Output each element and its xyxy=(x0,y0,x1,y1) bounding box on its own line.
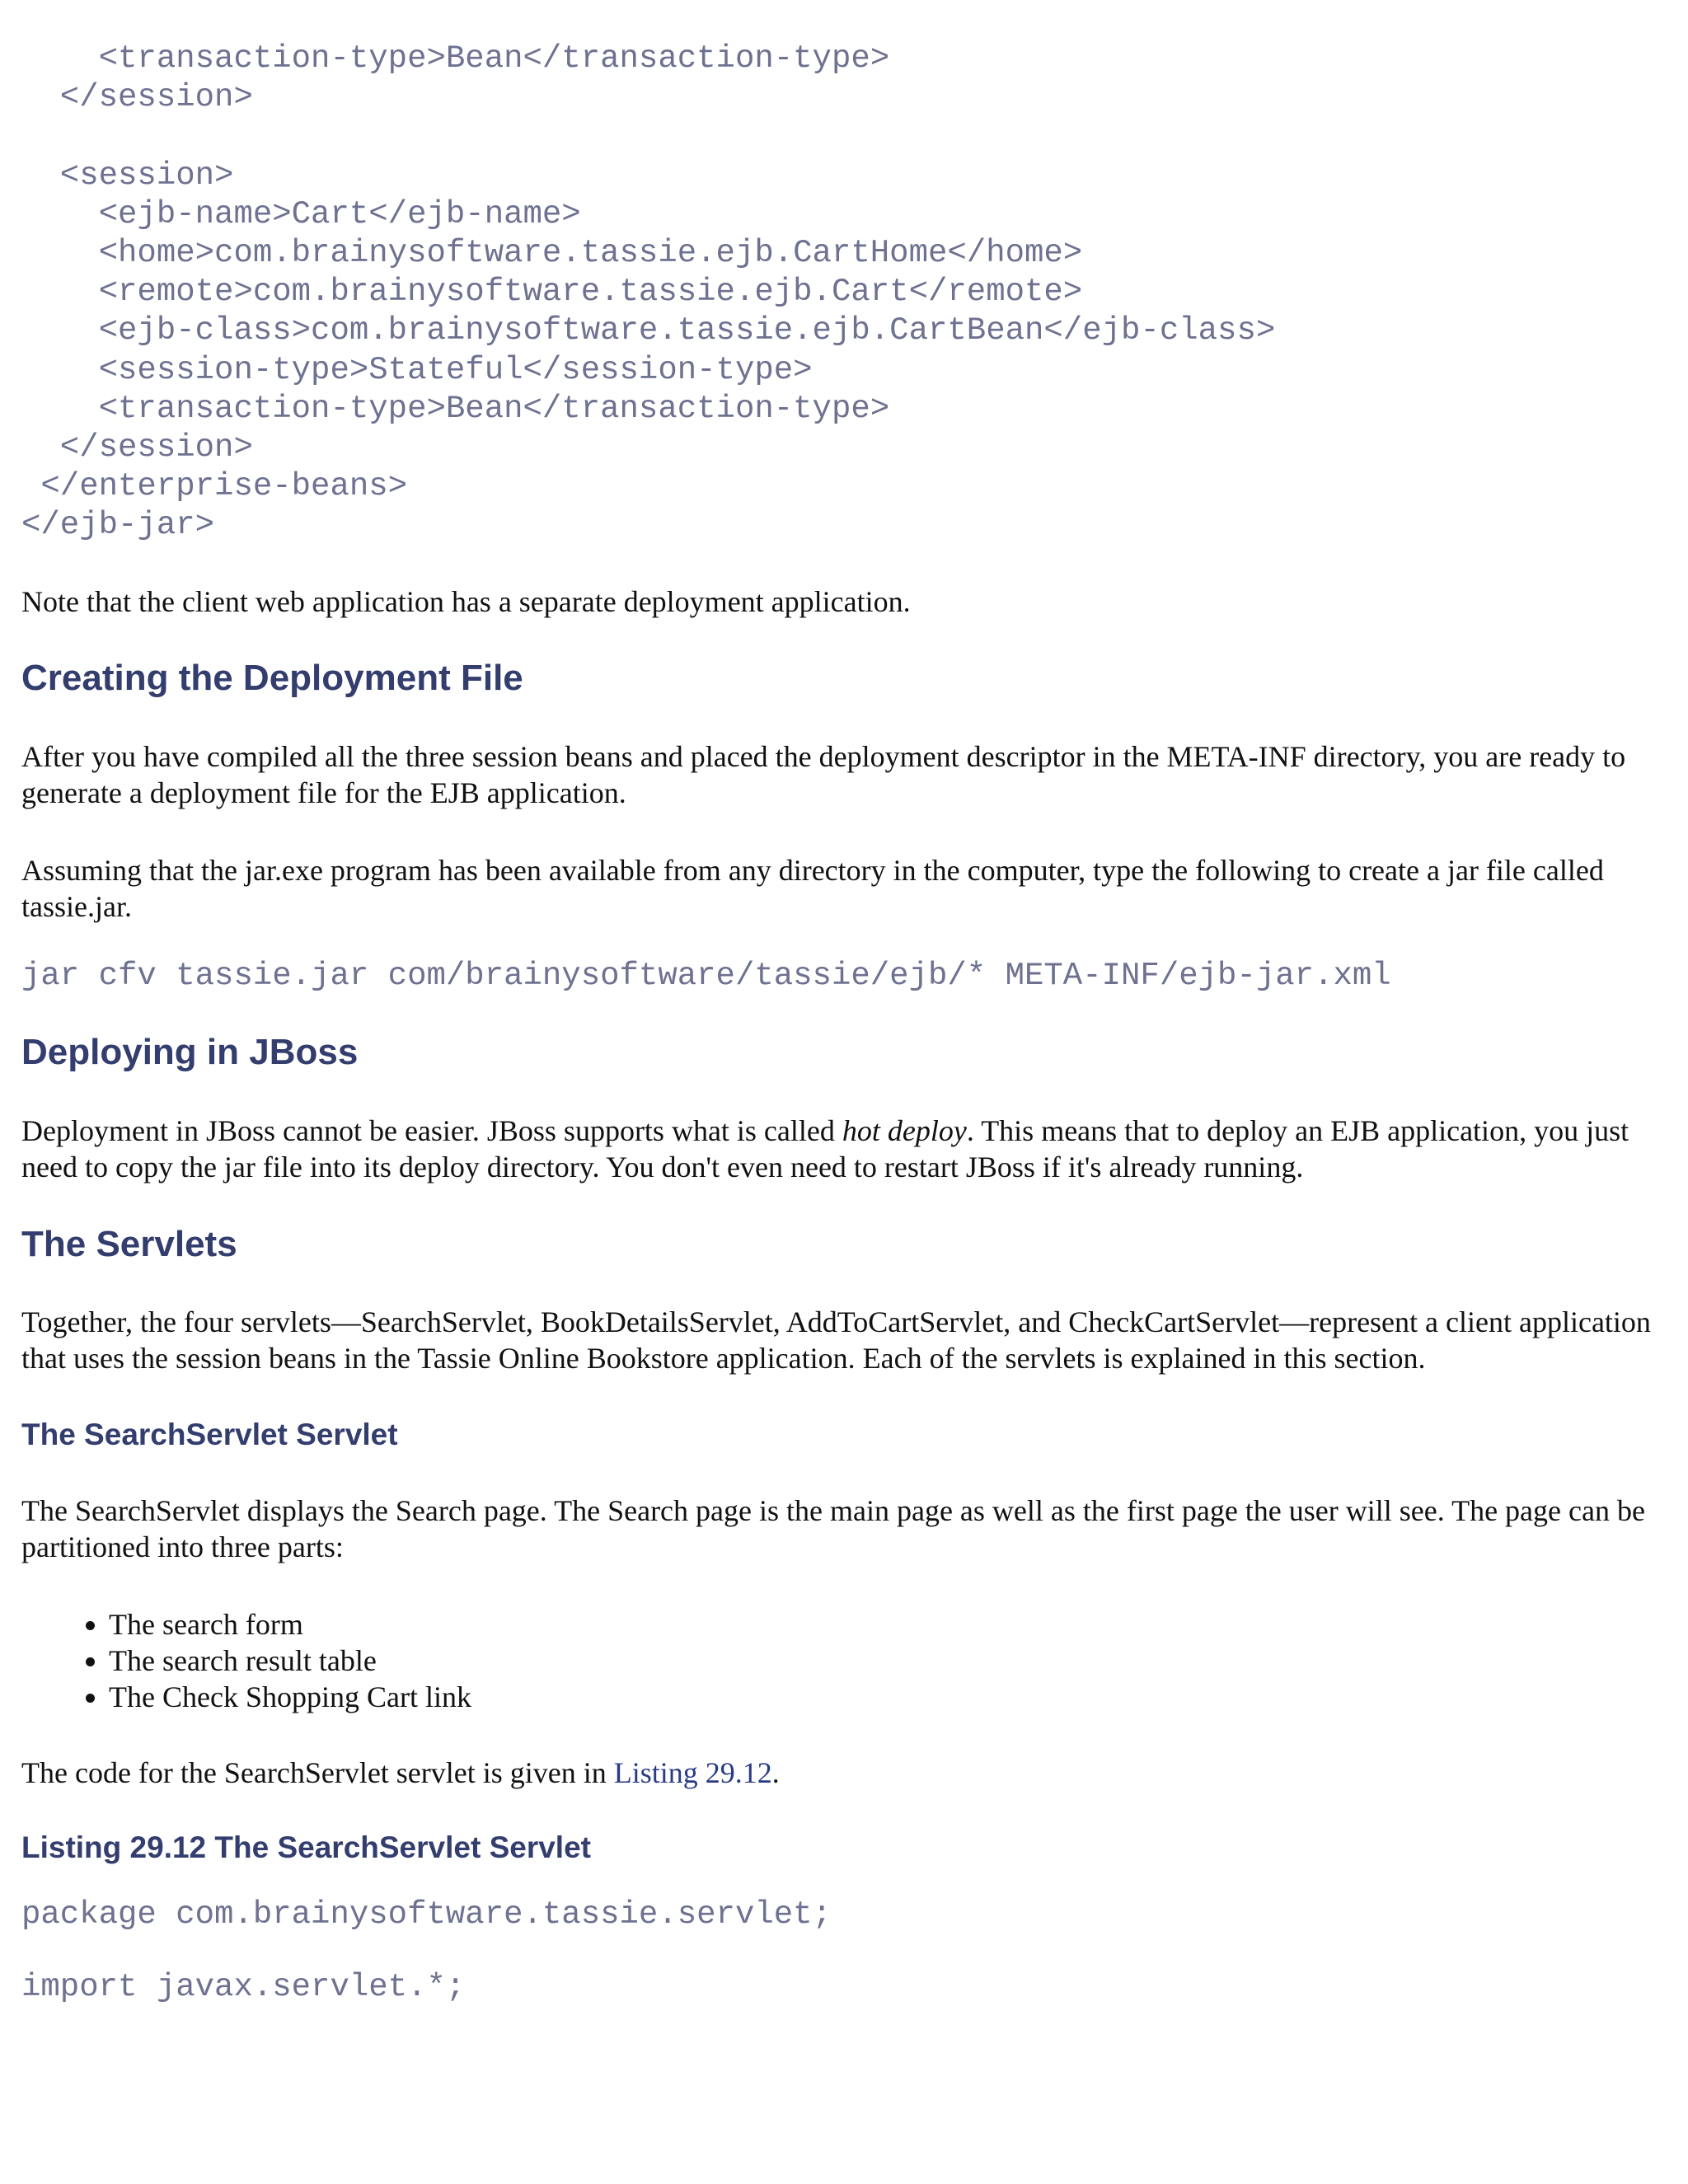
code-line: <ejb-name>Cart</ejb-name> xyxy=(21,195,581,232)
heading-servlets: The Servlets xyxy=(21,1223,237,1264)
servlets-paragraph: Together, the four servlets—SearchServlet, BookDetailsServlet, AddToCartServlet, and CheckCartServlet—represent a client application that uses the session beans in the Tassie Online Bookstore application. Each of the servlets is explained in this section. xyxy=(21,1305,1651,1375)
code-line: <ejb-class>com.brainysoftware.tassie.ejb.CartBean</ejb-class> xyxy=(21,312,1276,349)
deployment-note: Note that the client web application has a separate deployment application. xyxy=(21,584,911,618)
searchservlet-paragraph: The SearchServlet displays the Search page. The Search page is the main page as well as the first page the user will see. The page can be partitioned into three parts: xyxy=(21,1493,1645,1563)
heading-listing-29-12: Listing 29.12 The SearchServlet Servlet xyxy=(21,1830,591,1864)
list-item: • The search result table xyxy=(109,1643,1670,1679)
code-line: </ejb-jar> xyxy=(21,507,215,544)
jar-instructions-paragraph: Assuming that the jar.exe program has been available from any directory in the computer, type the following to create a jar file called tassie.jar. xyxy=(21,853,1604,923)
code-line: <session-type>Stateful</session-type> xyxy=(21,351,813,388)
code-line: </enterprise-beans> xyxy=(21,468,408,505)
list-item: • The Check Shopping Cart link xyxy=(109,1679,1670,1715)
code-line: <session> xyxy=(21,157,234,194)
ejb-jar-code-block xyxy=(21,40,1670,546)
code-line: <home>com.brainysoftware.tassie.ejb.CartHome</home> xyxy=(21,235,1083,272)
heading-deploying-jboss: Deploying in JBoss xyxy=(21,1031,359,1072)
code-line: <transaction-type>Bean</transaction-type> xyxy=(21,390,890,427)
jboss-paragraph: Deployment in JBoss cannot be easier. JBoss supports what is called hot deploy. This means that to deploy an EJB application, you just need to copy the jar file into its deploy directory. You don't even need to restart JBoss if it's already running. xyxy=(21,1113,1629,1183)
heading-searchservlet: The SearchServlet Servlet xyxy=(21,1417,398,1451)
document-page xyxy=(21,40,1670,2007)
jar-command: jar cfv tassie.jar com/brainysoftware/tassie/ejb/* META-INF/ejb-jar.xml xyxy=(21,957,1391,994)
listing-code-line-import: import javax.servlet.*; xyxy=(21,1969,466,2006)
code-line: <remote>com.brainysoftware.tassie.ejb.Cart</remote> xyxy=(21,274,1083,311)
search-page-parts-list xyxy=(21,1606,1670,1715)
code-line: <transaction-type>Bean</transaction-type> xyxy=(21,40,890,77)
code-line: </session> xyxy=(21,429,253,466)
list-item: • The search form xyxy=(109,1606,1670,1643)
hot-deploy-term: hot deploy xyxy=(842,1113,967,1147)
listing-29-12-link[interactable]: Listing 29.12 xyxy=(613,1755,772,1789)
deployment-file-paragraph: After you have compiled all the three session beans and placed the deployment descriptor in the META-INF directory, you are ready to generate a deployment file for the EJB application. xyxy=(21,739,1626,809)
listing-code-line-package: package com.brainysoftware.tassie.servlet; xyxy=(21,1896,832,1933)
code-line: </session> xyxy=(21,79,253,116)
code-reference-paragraph: The code for the SearchServlet servlet is given in Listing 29.12. xyxy=(21,1755,780,1789)
heading-creating-deployment-file: Creating the Deployment File xyxy=(21,657,523,698)
